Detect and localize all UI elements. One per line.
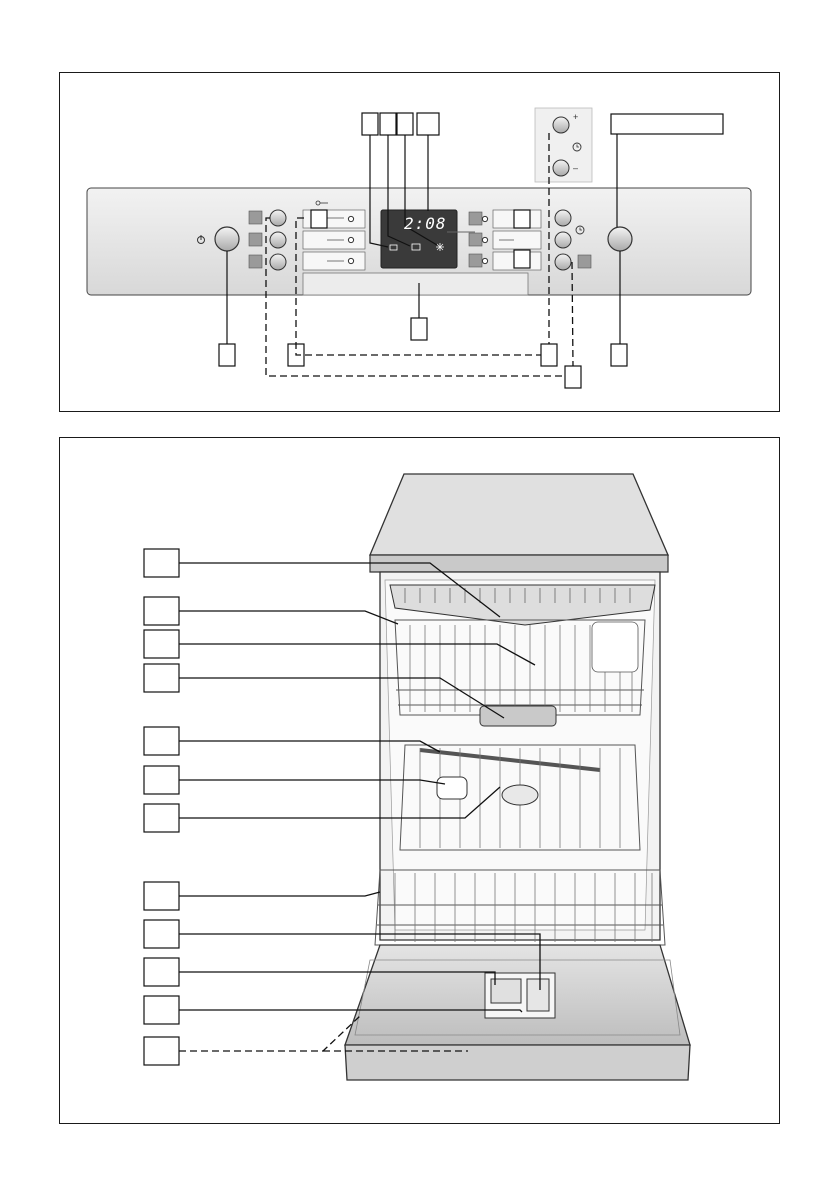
display-time: 2:08 — [404, 214, 447, 233]
callout-box-7 — [144, 804, 179, 832]
callout-box-12 — [144, 1037, 179, 1065]
callout-box-6 — [144, 766, 179, 794]
callout-box-9 — [144, 920, 179, 948]
timer-minus-sign: – — [573, 163, 579, 173]
callout-box-11 — [144, 996, 179, 1024]
callout-box-5 — [144, 727, 179, 755]
callout-box-8 — [144, 882, 179, 910]
callout-box-2 — [144, 597, 179, 625]
cup-shelf — [592, 622, 638, 672]
worktop — [370, 474, 668, 555]
callout-box-4 — [144, 664, 179, 692]
upper-spray-arm — [480, 706, 556, 726]
callout-box-10 — [144, 958, 179, 986]
callout-box-3 — [144, 630, 179, 658]
timer-plus-sign: + — [573, 112, 579, 122]
callout-box-1 — [144, 549, 179, 577]
